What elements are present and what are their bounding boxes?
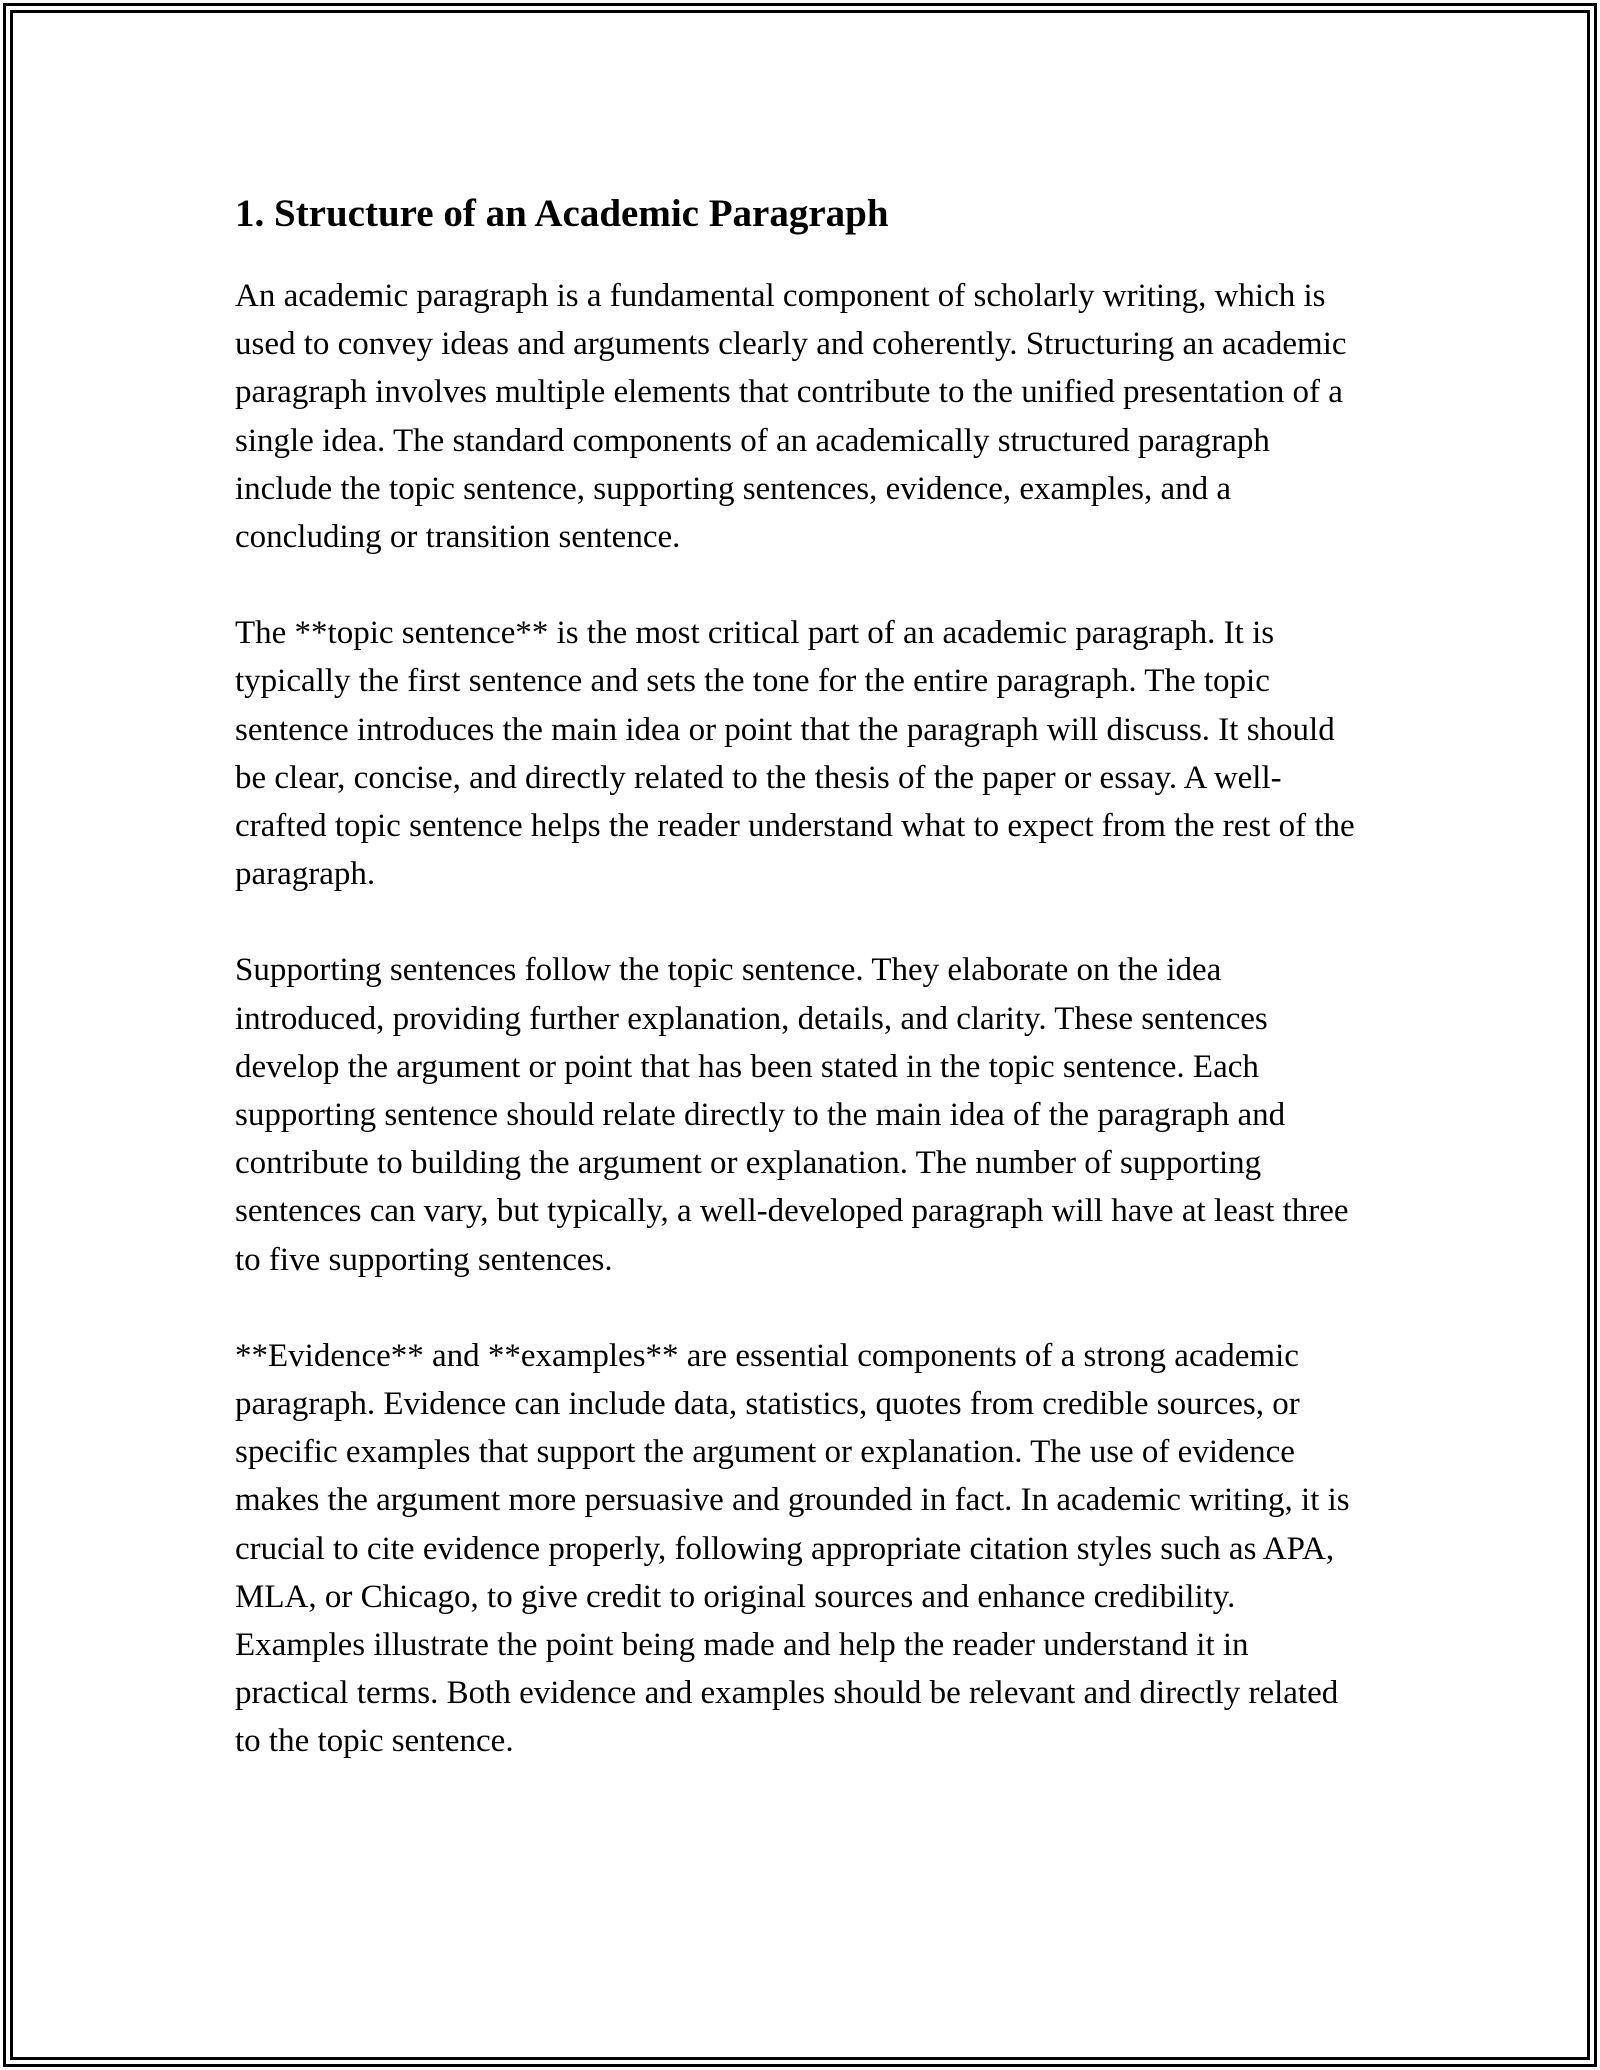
section-heading: 1. Structure of an Academic Paragraph bbox=[235, 192, 889, 235]
paragraph-evidence-examples: **Evidence** and **examples** are essential components of a strong academic paragraph. Evidence can include data, statistics, quotes from credible sources, or specific examples that support the argument or explanation. The use of evidence makes the argument more persuasive and grounded in fact. In academic writing, it is crucial to cite evidence properly, following appropriate citation styles such as APA, MLA, or Chicago, to give credit to original sources and enhance credibility. Examples illustrate the point being made and help the reader understand it in practical terms. Both evidence and examples should be relevant and directly related to the topic sentence. bbox=[235, 1337, 1350, 1760]
document-body bbox=[235, 186, 1370, 1814]
paragraph-topic-sentence: The **topic sentence** is the most critical part of an academic paragraph. It is typically the first sentence and sets the tone for the entire paragraph. The topic sentence introduces the main idea or point that the paragraph will discuss. It should be clear, concise, and directly related to the thesis of the paper or essay. A well-crafted topic sentence helps the reader understand what to expect from the rest of the paragraph. bbox=[235, 615, 1355, 893]
paragraph-supporting-sentences: Supporting sentences follow the topic sentence. They elaborate on the idea introduced, providing further explanation, details, and clarity. These sentences develop the argument or point that has been stated in the topic sentence. Each supporting sentence should relate directly to the main idea of the paragraph and contribute to building the argument or explanation. The number of supporting sentences can vary, but typically, a well-developed paragraph will have at least three to five supporting sentences. bbox=[235, 952, 1349, 1278]
paragraph-introduction: An academic paragraph is a fundamental component of scholarly writing, which is used to convey ideas and arguments clearly and coherently. Structuring an academic paragraph involves multiple elements that contribute to the unified presentation of a single idea. The standard components of an academically structured paragraph include the topic sentence, supporting sentences, evidence, examples, and a concluding or transition sentence. bbox=[235, 278, 1347, 556]
